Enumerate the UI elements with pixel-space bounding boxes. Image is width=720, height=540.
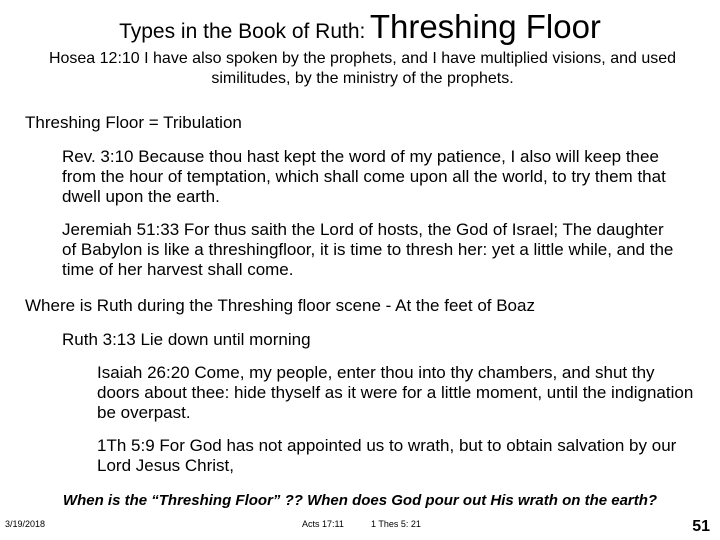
- verse-1-thes-5-9: 1Th 5:9 For God has not appointed us to wrath, but to obtain salvation by our Lord Jesus Christ,: [97, 436, 677, 475]
- verse-isaiah-26-20: Isaiah 26:20 Come, my people, enter thou into thy chambers, and shut thy doors about thee: hide thyself as it were for a little moment, until the indignation be overpast.: [97, 363, 694, 422]
- verse-rev-3-10: Rev. 3:10 Because thou hast kept the word of my patience, I also will keep thee from the hour of temptation, which shall come upon all the world, to try them that dwell upon the earth.: [62, 147, 666, 206]
- footer-ref-acts: Acts 17:11: [302, 519, 344, 529]
- bullet-tribulation: Threshing Floor = Tribulation: [25, 113, 242, 132]
- closing-question: When is the “Threshing Floor” ?? When does God pour out His wrath on the earth?: [62, 492, 658, 509]
- slide-title: [0, 8, 720, 46]
- title-prefix: Types in the Book of Ruth:: [119, 20, 366, 43]
- footer-ref-thes: 1 Thes 5: 21: [371, 519, 421, 529]
- title-main: Threshing Floor: [369, 8, 601, 45]
- verse-ruth-3-13: Ruth 3:13 Lie down until morning: [62, 330, 311, 349]
- subtitle-verse: Hosea 12:10 I have also spoken by the prophets, and I have multiplied visions, and used similitudes, by the ministry of the prophets.: [48, 50, 677, 87]
- bullet-ruth-location: Where is Ruth during the Threshing floor scene - At the feet of Boaz: [25, 296, 535, 315]
- page-number: 51: [692, 518, 710, 535]
- verse-jeremiah-51-33: Jeremiah 51:33 For thus saith the Lord of hosts, the God of Israel; The daughter of Babylon is like a threshingfloor, it is time to thresh her: yet a little while, and the time of her harvest shall come.: [62, 220, 674, 279]
- footer-date: 3/19/2018: [5, 519, 46, 529]
